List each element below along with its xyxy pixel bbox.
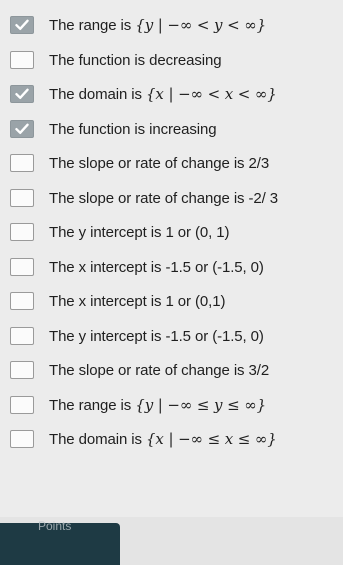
footer-text: Points	[38, 519, 72, 533]
option-row[interactable]	[0, 388, 343, 423]
footer-bar	[0, 519, 120, 565]
option-row[interactable]	[0, 43, 343, 78]
option-row[interactable]	[0, 8, 343, 43]
option-label: The y intercept is -1.5 or (-1.5, 0)	[49, 327, 264, 345]
footer-area	[0, 517, 343, 565]
option-row[interactable]	[0, 77, 343, 112]
option-label: The domain is {x | −∞ < x < ∞}	[49, 85, 277, 104]
option-row[interactable]	[0, 422, 343, 457]
option-label: The slope or rate of change is 3/2	[49, 362, 270, 380]
option-label: The range is {y | −∞ < y < ∞}	[49, 16, 267, 35]
option-label: The range is {y | −∞ ≤ y ≤ ∞}	[49, 395, 267, 414]
checkmark-icon	[15, 123, 29, 135]
checkbox[interactable]	[10, 154, 34, 172]
checkbox[interactable]	[10, 223, 34, 241]
option-row[interactable]	[0, 215, 343, 250]
checkbox[interactable]	[10, 292, 34, 310]
checkbox[interactable]	[10, 16, 34, 34]
option-label: The slope or rate of change is -2/ 3	[49, 189, 279, 207]
option-row[interactable]	[0, 284, 343, 319]
checkbox[interactable]	[10, 327, 34, 345]
checkmark-icon	[15, 88, 29, 100]
option-row[interactable]	[0, 112, 343, 147]
checkbox[interactable]	[10, 361, 34, 379]
checkbox[interactable]	[10, 258, 34, 276]
checkbox[interactable]	[10, 85, 34, 103]
option-label: The function is decreasing	[49, 51, 222, 69]
option-label: The y intercept is 1 or (0, 1)	[49, 224, 230, 242]
checkbox[interactable]	[10, 120, 34, 138]
option-row[interactable]	[0, 250, 343, 285]
option-label: The x intercept is -1.5 or (-1.5, 0)	[49, 258, 264, 276]
option-label: The domain is {x | −∞ ≤ x ≤ ∞}	[49, 430, 277, 449]
option-row[interactable]	[0, 146, 343, 181]
checkbox[interactable]	[10, 189, 34, 207]
option-row[interactable]	[0, 319, 343, 354]
checkmark-icon	[15, 19, 29, 31]
checkbox[interactable]	[10, 396, 34, 414]
option-label: The slope or rate of change is 2/3	[49, 155, 270, 173]
option-label: The x intercept is 1 or (0,1)	[49, 293, 226, 311]
checkbox[interactable]	[10, 430, 34, 448]
option-row[interactable]	[0, 353, 343, 388]
checkbox[interactable]	[10, 51, 34, 69]
option-row[interactable]	[0, 181, 343, 216]
option-label: The function is increasing	[49, 120, 217, 138]
